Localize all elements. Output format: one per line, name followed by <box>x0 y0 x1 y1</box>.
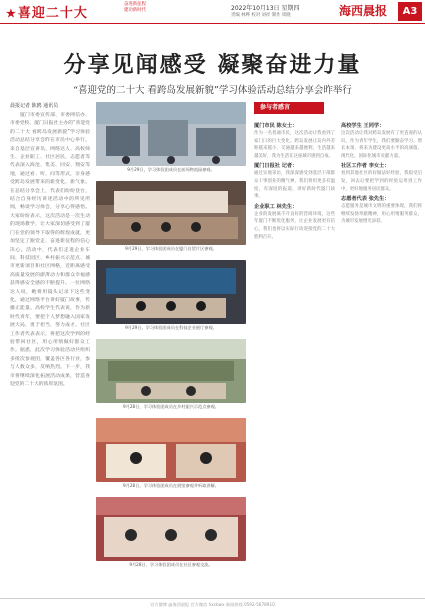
slogan-line-2: 建功新时代 <box>124 8 146 13</box>
section-logo-text: 喜迎二十大 <box>17 6 88 21</box>
page-number: A3 <box>398 2 422 21</box>
testimonial-title: 厦门日报社 记者： <box>254 163 298 170</box>
page-footer: 官方微博 @海西晨报 官方微信 hxcbwx 新闻热线 0592-5678910 <box>0 598 425 611</box>
star-icon: ★ <box>6 7 17 20</box>
slogan-line-1: 奋进新征程 <box>124 2 146 7</box>
section-logo <box>6 2 88 21</box>
page-banner <box>0 0 425 24</box>
photo-image <box>96 260 246 324</box>
photo-image <box>96 181 246 245</box>
testimonial-body: 志愿服务是城市文明的重要体现，我们将继续发扬奉献精神，用心用情服务群众，为城市发展增光添彩。 <box>341 204 422 225</box>
photo-column <box>96 102 248 576</box>
photo-image <box>96 339 246 403</box>
testimonial-body: 看到其他社区的好做法好经验，我很受启发，回去后要把学到的经验运用到工作中，更好地服务居民群众。 <box>341 171 422 192</box>
lead-article-body: 厦门市委宣传部、市委网信办、市委党校、厦门日报社主办的“喜迎党的二十大 看跨岛发展新貌”学习体验活动总结分享会昨在市民中心举行。来自基层宣讲员、网络达人、高校师生、企业职工、社区居民、志愿者等代表深入海沧、集美、同安、翔安等地，通过看、听、问等形式，亲身感受跨岛发展带来的新变化、新气象。在总结分享会上，代表们纷纷登台，结合自身经历讲述活动中的所见所闻，畅谈学习体会，分享心得感悟。大家纷纷表示，这次活动是一次生动的现场教学，让大家深切感受到了厦门在党的领导下取得的辉煌成就，更加坚定了跟党走、奋进新征程的信心决心。活动中，代表们走进企业车间、科技园区、乡村振兴示范点、城市更新项目和社区网格，近距离感受高质量发展的澎湃动力和群众幸福感获得感安全感的不断提升。一位网络达人说，她将用镜头记录下这些变化，通过网络平台讲好厦门故事，传播正能量。高校学生代表说，作为新时代青年，要把个人梦想融入国家发展大局，勇于担当，努力成才。社区工作者代表表示，将把这次学到的经验带回社区，用心用情做好群众工作。据悉，此次学习体验活动共组织多批次参观团，覆盖各区各行业，参与人数众多，反响热烈。下一步，我市将继续深化拓展活动成果，营造喜迎党的二十大的浓厚氛围。 <box>10 113 90 387</box>
photo-caption-4: 9月28日，学习体验团成员在乡村振兴示范点参观。 <box>123 404 219 409</box>
photo-image <box>96 102 246 166</box>
dateline: 2022年10月13日 星期四 <box>231 5 300 12</box>
photo-1 <box>96 102 246 166</box>
photo-4 <box>96 339 246 403</box>
testimonial-title: 厦门市民 陈女士： <box>254 123 298 129</box>
testimonial-title: 社区工作者 李女士： <box>341 163 390 170</box>
sidebar-column-left <box>254 120 335 241</box>
sidebar-testimonials <box>254 102 422 595</box>
sidebar-columns <box>254 120 422 241</box>
subheadline: “喜迎党的二十大 看跨岛发展新貌”学习体验活动总结分享会昨举行 <box>73 85 352 96</box>
masthead: 海西晨报 <box>339 4 388 18</box>
photo-caption-3: 9月29日，学习体验团成员在科技企业展厅参观。 <box>125 325 217 330</box>
headline: 分享见闻感受 凝聚奋进力量 <box>63 52 362 78</box>
photo-caption-6: 9月28日，学习体验团成员在社区参观交流。 <box>129 562 213 567</box>
byline: 晨报记者 陈鸥 通讯员 <box>10 103 59 109</box>
photo-caption-2: 9月29日，学习体验团成员在厦门自贸片区参观。 <box>125 246 217 251</box>
testimonial-body: 通过实地采访，我深深感受到基层干部群众干事创业的精气神，我们将用更多有温度、有深度的报道，讲好新时代厦门故事。 <box>254 171 335 200</box>
slogan <box>124 2 146 14</box>
lead-article <box>10 102 90 592</box>
photo-6 <box>96 497 246 561</box>
testimonial-title: 志愿者代表 张先生： <box>341 196 390 203</box>
photo-caption-5: 9月28日，学习体验团成员在展馆参观并听取讲解。 <box>123 483 219 488</box>
editor-credits: 责编 林桦 校对 刘祥 制作 周晓 <box>231 13 291 18</box>
sidebar-title: 参与者感言 <box>254 102 324 114</box>
testimonial-title: 高校学生 王同学： <box>341 123 385 129</box>
photo-5 <box>96 418 246 482</box>
testimonial-body: 这次活动让我对跨岛发展有了更直观的认识，作为青年学生，我们要勤奋学习、增长本领，将来为建设更高水平的高颜值、现代化、国际化城市贡献力量。 <box>341 131 422 159</box>
photo-image <box>96 418 246 482</box>
testimonial-body: 企业的发展离不开良好的营商环境，这些年厦门不断优化服务，让企业发展更有信心，我们也将以实际行动迎接党的二十大胜利召开。 <box>254 211 335 240</box>
photo-caption-1: 9月29日，学习体验团成员在前场物流园参观。 <box>127 167 215 172</box>
photo-2 <box>96 181 246 245</box>
sidebar-column-right <box>341 120 422 241</box>
photo-3 <box>96 260 246 324</box>
testimonial-title: 企业职工 林先生： <box>254 203 298 210</box>
testimonial-body: 作为一名普通市民，这次活动让我看到了家门口的巨大变化。跨岛发展让岛内外差距越来越小，交通越来越便利，生活越来越美好，我为生活在这座城市感到自豪。 <box>254 131 335 159</box>
photo-image <box>96 497 246 561</box>
